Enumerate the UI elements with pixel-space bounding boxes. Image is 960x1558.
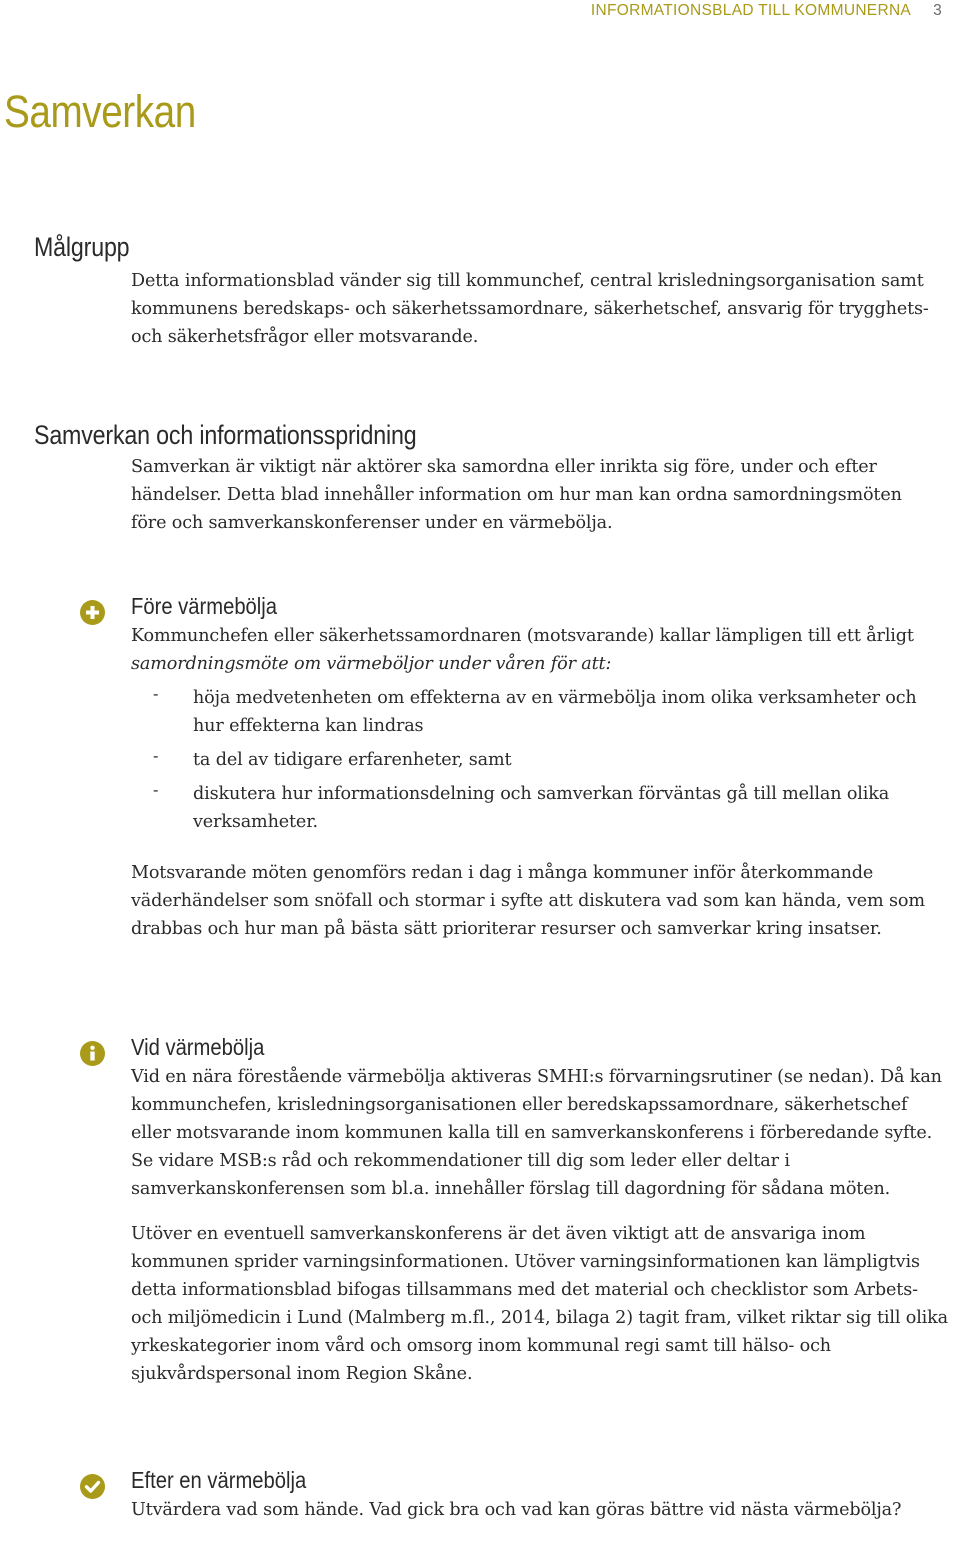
section-text: Detta informationsblad vänder sig till kommunchef, central krisledningsorganisation samt kommunens beredskaps- och säkerhetssamordnare, säkerhetschef, ansvarig för trygghets- och säkerhetsfrågor eller motsvarande. [131, 271, 929, 347]
list-item: - höja medvetenheten om effekterna av en värmebölja inom olika verksamheter och hur effekterna kan lindras [153, 684, 917, 736]
section-samverkan-info [34, 420, 942, 537]
page-number: 3 [933, 2, 942, 19]
intro-text: Kommunchefen eller säkerhetssamordnaren (motsvarande) kallar lämpligen till ett årligt samordningsmöte om värmeböljor under våren för att: [131, 626, 914, 674]
check-circle-icon [80, 1474, 105, 1499]
plus-circle-icon [80, 600, 105, 625]
section-heading: Före värmebölja [131, 593, 278, 619]
section-text: Samverkan är viktigt när aktörer ska samordna eller inrikta sig före, under och efter händelser. Detta blad innehåller information om hur man kan ordna samordningsmöten före och samverkanskonferenser under en värmebölja. [131, 457, 902, 533]
section-vid-varmebolja [80, 1034, 950, 1388]
list-item: - ta del av tidigare erfarenheter, samt [153, 746, 512, 770]
section-heading: Samverkan och informationsspridning [34, 420, 417, 450]
section-heading: Vid värmebölja [131, 1034, 265, 1060]
section-paragraph: Utöver en eventuell samverkanskonferens är det även viktigt att de ansvariga inom kommunen sprider varningsinformationen. Utöver varningsinformationen kan lämpligtvis detta informationsblad bifogas tillsammans med det material och checklistor som Arbets- och miljömedicin i Lund (Malmberg m.fl., 2014, bilaga 2) tagit fram, vilket riktar sig till olika yrkeskategorier inom vård och omsorg inom kommunal regi samt till hälso- och sjukvårdspersonal inom Region Skåne. [131, 1224, 949, 1384]
running-header [591, 0, 942, 22]
section-malgrupp [34, 232, 942, 351]
info-circle-icon [80, 1041, 105, 1066]
section-paragraph: Motsvarande möten genomförs redan i dag i många kommuner inför återkommande väderhändelser som snöfall och stormar i syfte att diskutera vad som kan hända, vem som drabbas och hur man på bästa sätt prioriterar resurser och samverkar kring insatser. [131, 863, 925, 939]
bullet-list [131, 684, 950, 836]
section-paragraph: Vid en nära förestående värmebölja aktiveras SMHI:s förvarningsrutiner (se nedan). Då kan kommunchefen, krisledningsorganisationen eller beredskapssamordnare, säkerhetschef eller motsvarande inom kommunen kalla till en samverkanskonferens i förberedande syfte. Se vidare MSB:s råd och rekommendationer till dig som leder eller deltar i samverkanskonferensen som bl.a. innehåller förslag till dagordning för sådana möten. [131, 1067, 942, 1199]
section-efter-varmebolja [80, 1467, 950, 1524]
running-title: INFORMATIONSBLAD TILL KOMMUNERNA [590, 2, 912, 19]
page-title: Samverkan [4, 86, 196, 137]
list-item: - diskutera hur informationsdelning och samverkan förväntas gå till mellan olika verksamheter. [153, 780, 890, 832]
section-fore-varmebolja [80, 593, 950, 943]
section-text: Utvärdera vad som hände. Vad gick bra och vad kan göras bättre vid nästa värmebölja? [131, 1500, 902, 1520]
section-heading: Efter en värmebölja [131, 1467, 307, 1493]
section-heading: Målgrupp [34, 232, 130, 262]
intro-italic: samordningsmöte om värmeböljor under våren för att: [131, 654, 612, 674]
